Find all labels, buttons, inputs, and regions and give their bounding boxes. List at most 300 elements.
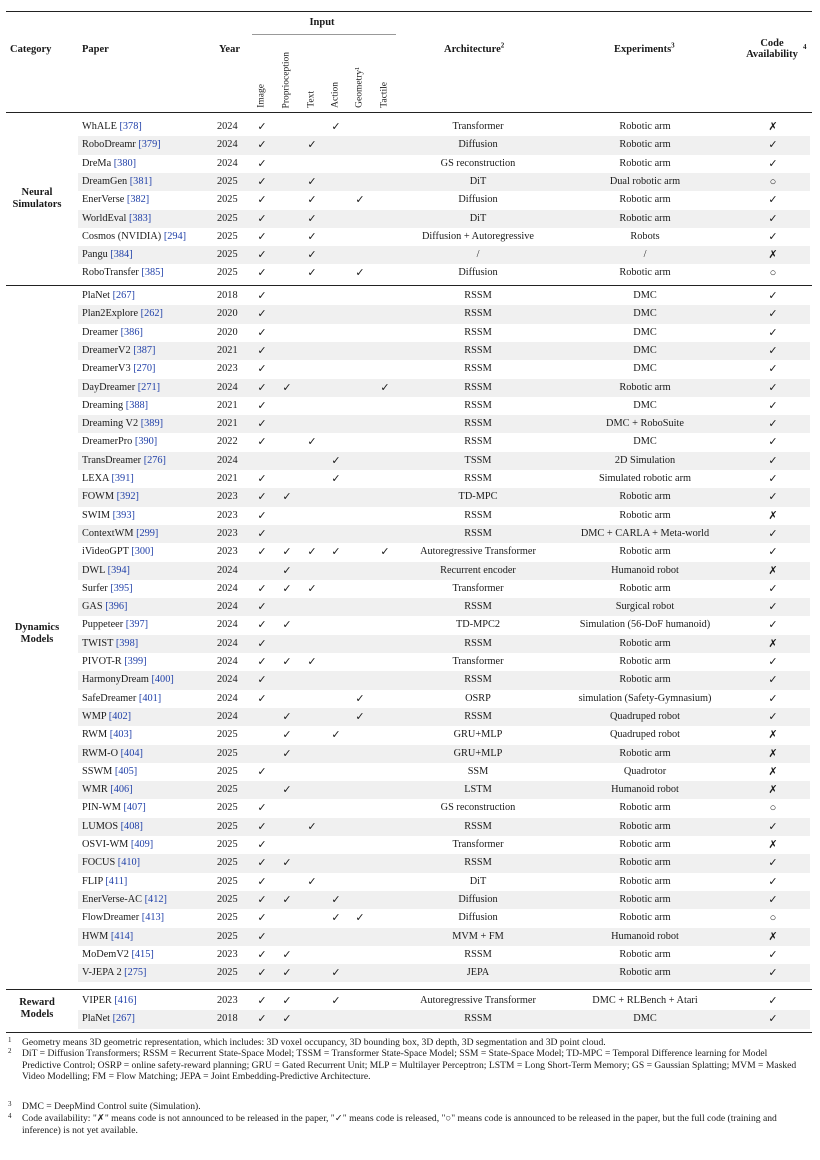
paper-cell xyxy=(82,562,130,580)
year-cell: 2024 xyxy=(217,582,238,594)
top-rule xyxy=(6,11,812,12)
architecture-cell: / xyxy=(476,249,480,261)
paper-cell xyxy=(82,726,132,744)
paper-name: SWIM xyxy=(82,509,111,521)
footnote-text: DMC = DeepMind Control suite (Simulation). xyxy=(22,1101,201,1112)
input-check-mark: ✓ xyxy=(257,344,267,357)
paper-name: EnerVerse xyxy=(82,194,125,206)
table-row xyxy=(78,836,810,854)
experiments-cell: DMC xyxy=(633,363,657,375)
paper-cell xyxy=(82,781,133,799)
code-availability-cell: ✓ xyxy=(768,473,778,485)
table-row xyxy=(78,525,810,543)
input-check-mark: ✓ xyxy=(257,230,267,243)
table-row xyxy=(78,992,810,1010)
citation-ref: [411] xyxy=(105,875,128,887)
input-check-mark: ✓ xyxy=(257,930,267,943)
table-row xyxy=(78,598,810,616)
input-check-mark: ✓ xyxy=(257,765,267,778)
code-availability-cell: ✓ xyxy=(768,212,778,225)
architecture-cell: Autoregressive Transformer xyxy=(420,995,536,1006)
experiments-cell: Dual robotic arm xyxy=(609,175,681,187)
input-check-mark: ✓ xyxy=(380,546,390,559)
experiments-cell: Robotic arm xyxy=(619,839,671,850)
citation-ref: [384] xyxy=(110,249,133,261)
table-row xyxy=(78,708,810,726)
paper-name: SafeDreamer xyxy=(82,692,137,704)
input-check-mark: ✓ xyxy=(331,912,341,925)
category-label xyxy=(0,187,74,211)
architecture-cell: TD-MPC2 xyxy=(455,619,501,631)
table-row xyxy=(78,964,810,982)
year-cell: 2025 xyxy=(217,249,238,261)
citation-ref: [387] xyxy=(133,344,156,356)
year-cell: 2024 xyxy=(217,674,238,686)
citation-ref: [379] xyxy=(138,139,161,151)
architecture-cell: SSM xyxy=(467,765,489,777)
paper-name: GAS xyxy=(82,601,103,613)
citation-ref: [299] xyxy=(136,527,159,539)
table-row xyxy=(78,763,810,781)
experiments-cell: 2D Simulation xyxy=(614,454,676,466)
experiments-cell: Robotic arm xyxy=(619,212,671,224)
paper-cell xyxy=(82,836,153,854)
table-row xyxy=(78,854,810,872)
table-row xyxy=(78,726,810,744)
code-availability-cell: ○ xyxy=(769,175,777,188)
paper-name: SSWM xyxy=(82,765,113,777)
architecture-cell: JEPA xyxy=(466,967,490,979)
paper-cell xyxy=(82,543,154,561)
year-cell: 2025 xyxy=(217,893,238,905)
input-check-mark: ✓ xyxy=(307,820,317,833)
citation-ref: [389] xyxy=(140,418,164,430)
citation-ref: [406] xyxy=(110,784,133,796)
paper-name: Dreaming V2 xyxy=(82,418,139,430)
paper-name: iVideoGPT xyxy=(82,546,129,558)
year-cell: 2018 xyxy=(217,290,238,301)
citation-ref: [394] xyxy=(107,564,130,576)
footnote-text: DiT = Diffusion Transformers; RSSM = Recurrent State-Space Model; TSSM = Transformer State-Space Model; SSM = State-Space Model; TD-MPC = Temporal Difference learning for Model Predictive Control; OSRP = online safety-reward planning; GRU = Gated Recurrent Unit; MLP = Multilayer Perceptron; LSTM = Long Short-Term Memory; GS = Gaussian Splatting; MVM = Masked Video Modelling; FM = Flow Matching; JEPA = Joint Embedding-Predictive Architecture. xyxy=(22,1048,797,1083)
code-availability-cell: ✓ xyxy=(768,157,778,170)
year-cell: 2023 xyxy=(217,527,238,539)
paper-name: Plan2Explore xyxy=(82,308,139,320)
paper-name: DreamerPro xyxy=(82,436,133,448)
architecture-cell: TD-MPC xyxy=(458,491,498,503)
paper-name: DreamerV2 xyxy=(82,344,131,356)
input-check-mark: ✓ xyxy=(331,893,341,906)
table-row xyxy=(78,305,810,323)
year-cell: 2020 xyxy=(217,308,238,320)
architecture-cell: RSSM xyxy=(464,381,492,393)
code-availability-cell: ✓ xyxy=(768,1013,778,1026)
paper-name: RoboTransfer xyxy=(82,267,139,279)
code-availability-cell: ✓ xyxy=(768,194,778,207)
paper-name: LUMOS xyxy=(82,820,119,832)
experiments-cell: DMC xyxy=(633,308,657,320)
architecture-cell: Recurrent encoder xyxy=(440,564,516,576)
architecture-cell: Diffusion xyxy=(458,139,498,151)
paper-name: Pangu xyxy=(82,249,108,261)
paper-cell xyxy=(82,287,135,305)
citation-ref: [276] xyxy=(143,454,166,466)
paper-name: WhALE xyxy=(82,121,117,132)
paper-name: WorldEval xyxy=(82,212,127,224)
citation-ref: [270] xyxy=(133,363,156,375)
input-check-mark: ✓ xyxy=(307,139,317,152)
code-availability-cell: ✓ xyxy=(768,454,778,467)
input-check-mark: ✓ xyxy=(282,857,292,870)
paper-cell xyxy=(82,488,139,506)
table-row xyxy=(78,616,810,634)
code-availability-cell: ✓ xyxy=(768,308,778,321)
code-availability-cell: ✓ xyxy=(768,967,778,980)
experiments-cell: Humanoid robot xyxy=(611,564,679,576)
input-check-mark: ✓ xyxy=(257,820,267,833)
year-cell: 2024 xyxy=(217,619,238,631)
experiments-cell: Robotic arm xyxy=(619,121,671,132)
table-row xyxy=(78,799,810,817)
input-check-mark: ✓ xyxy=(257,802,267,815)
citation-ref: [402] xyxy=(108,710,132,722)
table-row xyxy=(78,946,810,964)
year-cell: 2018 xyxy=(217,1013,238,1025)
category-label-line: Dynamics xyxy=(14,621,60,633)
header-paper: Paper xyxy=(82,44,109,55)
architecture-cell: DiT xyxy=(469,212,487,224)
code-availability-cell: ○ xyxy=(769,912,777,925)
input-col-header-label: Text xyxy=(306,91,317,108)
architecture-cell: RSSM xyxy=(464,473,492,484)
input-check-mark: ✓ xyxy=(331,454,341,467)
citation-ref: [386] xyxy=(120,326,143,338)
table-row xyxy=(78,360,810,378)
paper-name: DreMa xyxy=(82,157,112,169)
experiments-cell: Quadrotor xyxy=(623,765,667,777)
architecture-cell: RSSM xyxy=(464,418,492,430)
experiments-cell: Surgical robot xyxy=(615,601,675,613)
bottom-rule xyxy=(6,1032,812,1033)
input-check-mark: ✓ xyxy=(307,175,317,188)
input-check-mark: ✓ xyxy=(282,995,292,1007)
input-check-mark: ✓ xyxy=(257,601,267,614)
header-experiments-sup: 3 xyxy=(671,41,675,50)
paper-cell xyxy=(82,433,157,451)
code-availability-cell: ✗ xyxy=(768,765,778,778)
table-row xyxy=(78,155,810,173)
code-availability-cell: ○ xyxy=(769,267,777,280)
paper-name: EnerVerse-AC xyxy=(82,893,143,905)
architecture-cell: Transformer xyxy=(452,656,504,667)
citation-ref: [383] xyxy=(128,212,152,224)
year-cell: 2023 xyxy=(217,995,238,1006)
input-check-mark: ✓ xyxy=(282,656,292,668)
input-check-mark: ✓ xyxy=(282,893,292,906)
citation-ref: [294] xyxy=(163,230,187,242)
paper-cell xyxy=(82,246,133,264)
input-check-mark: ✓ xyxy=(282,948,292,961)
code-availability-cell: ✓ xyxy=(768,436,778,449)
paper-name: Cosmos (NVIDIA) xyxy=(82,230,162,242)
experiments-cell: Robotic arm xyxy=(619,267,671,279)
table-row xyxy=(78,781,810,799)
architecture-cell: Diffusion xyxy=(458,194,498,206)
input-check-mark: ✓ xyxy=(355,194,365,207)
experiments-cell: Quadruped robot xyxy=(609,710,681,722)
year-cell: 2024 xyxy=(217,139,238,151)
input-check-mark: ✓ xyxy=(331,729,341,742)
input-check-mark: ✓ xyxy=(257,363,267,376)
paper-cell xyxy=(82,264,164,282)
year-cell: 2025 xyxy=(217,875,238,887)
input-check-mark: ✓ xyxy=(257,139,267,152)
experiments-cell: Humanoid robot xyxy=(611,784,679,796)
code-availability-cell: ○ xyxy=(769,802,777,815)
table-row xyxy=(78,246,810,264)
year-cell: 2024 xyxy=(217,601,238,613)
input-check-mark: ✓ xyxy=(257,546,267,559)
architecture-cell: RSSM xyxy=(464,1013,492,1025)
citation-ref: [275] xyxy=(124,967,147,979)
paper-name: WMR xyxy=(82,784,108,796)
code-availability-cell: ✓ xyxy=(768,674,778,687)
input-check-mark: ✓ xyxy=(355,912,365,925)
paper-name: PIN-WM xyxy=(82,802,121,814)
experiments-cell: Robotic arm xyxy=(619,491,671,503)
architecture-cell: RSSM xyxy=(464,290,492,301)
architecture-cell: Autoregressive Transformer xyxy=(420,546,536,558)
year-cell: 2021 xyxy=(217,473,238,484)
citation-ref: [415] xyxy=(131,948,154,960)
code-availability-cell: ✗ xyxy=(768,729,778,742)
table-row xyxy=(78,580,810,598)
experiments-cell: DMC xyxy=(633,436,657,448)
input-check-mark: ✓ xyxy=(331,967,341,980)
input-check-mark: ✓ xyxy=(282,546,292,559)
input-check-mark: ✓ xyxy=(257,212,267,225)
code-availability-cell: ✓ xyxy=(768,527,778,540)
input-check-mark: ✓ xyxy=(307,230,317,243)
citation-ref: [410] xyxy=(117,857,141,869)
year-cell: 2025 xyxy=(217,729,238,741)
citation-ref: [392] xyxy=(116,491,139,503)
citation-ref: [378] xyxy=(119,121,142,132)
table-row xyxy=(78,562,810,580)
year-cell: 2025 xyxy=(217,857,238,869)
input-col-header-label: Geometry¹ xyxy=(354,67,365,108)
paper-name: PlaNet xyxy=(82,1013,111,1025)
paper-name: RoboDreamr xyxy=(82,139,136,151)
architecture-cell: RSSM xyxy=(464,948,492,960)
paper-name: PIVOT-R xyxy=(82,656,122,667)
year-cell: 2023 xyxy=(217,491,238,503)
code-availability-cell: ✗ xyxy=(768,121,778,133)
code-availability-cell: ✓ xyxy=(768,995,778,1007)
table-row xyxy=(78,745,810,763)
footnote xyxy=(8,1048,808,1083)
input-col-header xyxy=(277,38,297,108)
header-architecture xyxy=(444,41,505,55)
experiments-cell: Robotic arm xyxy=(619,820,671,832)
paper-cell xyxy=(82,580,133,598)
code-availability-cell: ✓ xyxy=(768,619,778,632)
paper-name: LEXA xyxy=(82,473,109,484)
input-check-mark: ✓ xyxy=(257,656,267,668)
year-cell: 2024 xyxy=(217,637,238,649)
code-availability-cell: ✓ xyxy=(768,363,778,376)
architecture-cell: RSSM xyxy=(464,601,492,613)
input-check-mark: ✓ xyxy=(257,839,267,851)
input-check-mark: ✓ xyxy=(257,527,267,540)
input-check-mark: ✓ xyxy=(307,436,317,449)
input-check-mark: ✓ xyxy=(257,619,267,632)
paper-cell xyxy=(82,946,154,964)
code-availability-cell: ✓ xyxy=(768,656,778,668)
table-row xyxy=(78,452,810,470)
paper-name: Puppeteer xyxy=(82,619,124,631)
architecture-cell: Transformer xyxy=(452,121,504,132)
citation-ref: [300] xyxy=(131,546,154,558)
experiments-cell: Robotic arm xyxy=(619,948,671,960)
code-availability-cell: ✗ xyxy=(768,564,778,577)
input-check-mark: ✓ xyxy=(282,1013,292,1026)
year-cell: 2024 xyxy=(217,564,238,576)
category-label xyxy=(0,622,74,646)
table-row xyxy=(78,342,810,360)
input-check-mark: ✓ xyxy=(282,729,292,742)
table-row xyxy=(78,287,810,305)
input-check-mark: ✓ xyxy=(257,893,267,906)
table-row xyxy=(78,379,810,397)
header-input: Input xyxy=(309,17,335,28)
input-check-mark: ✓ xyxy=(257,418,267,431)
experiments-cell: DMC xyxy=(633,290,657,301)
citation-ref: [397] xyxy=(125,619,149,631)
paper-cell xyxy=(82,136,161,154)
table-row xyxy=(78,415,810,433)
input-check-mark: ✓ xyxy=(257,582,267,595)
code-availability-cell: ✓ xyxy=(768,230,778,243)
experiments-cell: Robotic arm xyxy=(619,637,671,649)
paper-name: FlowDreamer xyxy=(82,912,140,924)
header-experiments-label: Experiments xyxy=(614,44,672,55)
year-cell: 2024 xyxy=(217,656,238,667)
paper-cell xyxy=(82,525,158,543)
table-row xyxy=(78,873,810,891)
year-cell: 2024 xyxy=(217,710,238,722)
architecture-cell: RSSM xyxy=(464,399,492,411)
architecture-cell: Diffusion xyxy=(458,893,498,905)
code-availability-cell: ✗ xyxy=(768,747,778,760)
architecture-cell: RSSM xyxy=(464,326,492,338)
year-cell: 2023 xyxy=(217,546,238,558)
citation-ref: [271] xyxy=(137,381,161,393)
input-check-mark: ✓ xyxy=(257,194,267,207)
table-row xyxy=(78,1010,810,1028)
paper-cell xyxy=(82,964,146,982)
experiments-cell: Robotic arm xyxy=(619,967,671,979)
year-cell: 2025 xyxy=(217,230,238,242)
table-row xyxy=(78,635,810,653)
input-check-mark: ✓ xyxy=(282,564,292,577)
citation-ref: [267] xyxy=(112,290,135,301)
year-cell: 2024 xyxy=(217,454,238,466)
paper-cell xyxy=(82,397,148,415)
input-check-mark: ✓ xyxy=(307,546,317,559)
year-cell: 2021 xyxy=(217,418,238,430)
paper-name: RWM-O xyxy=(82,747,119,759)
header-bottom-rule xyxy=(6,112,812,113)
input-check-mark: ✓ xyxy=(257,674,267,687)
experiments-cell: Robotic arm xyxy=(619,656,671,667)
code-availability-cell: ✗ xyxy=(768,637,778,650)
architecture-cell: RSSM xyxy=(464,674,492,686)
code-availability-cell: ✓ xyxy=(768,326,778,339)
experiments-cell: Robotic arm xyxy=(619,582,671,594)
citation-ref: [404] xyxy=(120,747,143,759)
paper-cell xyxy=(82,708,131,726)
architecture-cell: LSTM xyxy=(464,784,492,796)
footnote-text: Geometry means 3D geometric representation, which includes: 3D voxel occupancy, 3D bounding box, 3D depth, 3D segmentation and 3D point cloud. xyxy=(22,1037,606,1048)
citation-ref: [414] xyxy=(110,930,134,942)
year-cell: 2022 xyxy=(217,436,238,448)
architecture-cell: RSSM xyxy=(464,509,492,521)
architecture-cell: RSSM xyxy=(464,820,492,832)
input-check-mark: ✓ xyxy=(355,710,365,723)
year-cell: 2025 xyxy=(217,212,238,224)
citation-ref: [408] xyxy=(120,820,143,832)
table-row xyxy=(78,264,810,282)
paper-cell xyxy=(82,635,138,653)
paper-cell xyxy=(82,763,137,781)
experiments-cell: simulation (Safety-Gymnasium) xyxy=(578,692,712,704)
architecture-cell: Diffusion + Autoregressive xyxy=(421,230,534,242)
input-check-mark: ✓ xyxy=(331,121,341,133)
table-row xyxy=(78,136,810,154)
footnote xyxy=(8,1101,808,1113)
citation-ref: [390] xyxy=(134,436,158,448)
paper-cell xyxy=(82,799,146,817)
experiments-cell: / xyxy=(643,249,647,261)
architecture-cell: GS reconstruction xyxy=(440,157,516,169)
paper-cell xyxy=(82,173,152,191)
citation-ref: [400] xyxy=(151,674,174,686)
year-cell: 2025 xyxy=(217,839,238,850)
citation-ref: [409] xyxy=(130,839,154,850)
paper-cell xyxy=(82,690,161,708)
paper-cell xyxy=(82,928,133,946)
citation-ref: [388] xyxy=(125,399,149,411)
experiments-cell: DMC xyxy=(633,344,657,356)
paper-name: DWL xyxy=(82,564,106,576)
input-check-mark: ✓ xyxy=(257,967,267,980)
footnote-number: 4 xyxy=(8,1112,12,1120)
paper-name: WMP xyxy=(82,710,107,722)
paper-cell xyxy=(82,228,186,246)
paper-cell xyxy=(82,452,166,470)
table-row xyxy=(78,543,810,561)
input-check-mark: ✓ xyxy=(257,436,267,449)
citation-ref: [403] xyxy=(109,729,133,741)
paper-name: FOWM xyxy=(82,491,115,503)
input-check-mark: ✓ xyxy=(257,326,267,339)
paper-name: DayDreamer xyxy=(82,381,136,393)
code-availability-cell: ✓ xyxy=(768,139,778,152)
paper-cell xyxy=(82,342,156,360)
paper-name: V-JEPA 2 xyxy=(82,967,122,979)
header-year: Year xyxy=(219,44,240,55)
code-availability-cell: ✗ xyxy=(768,839,778,851)
